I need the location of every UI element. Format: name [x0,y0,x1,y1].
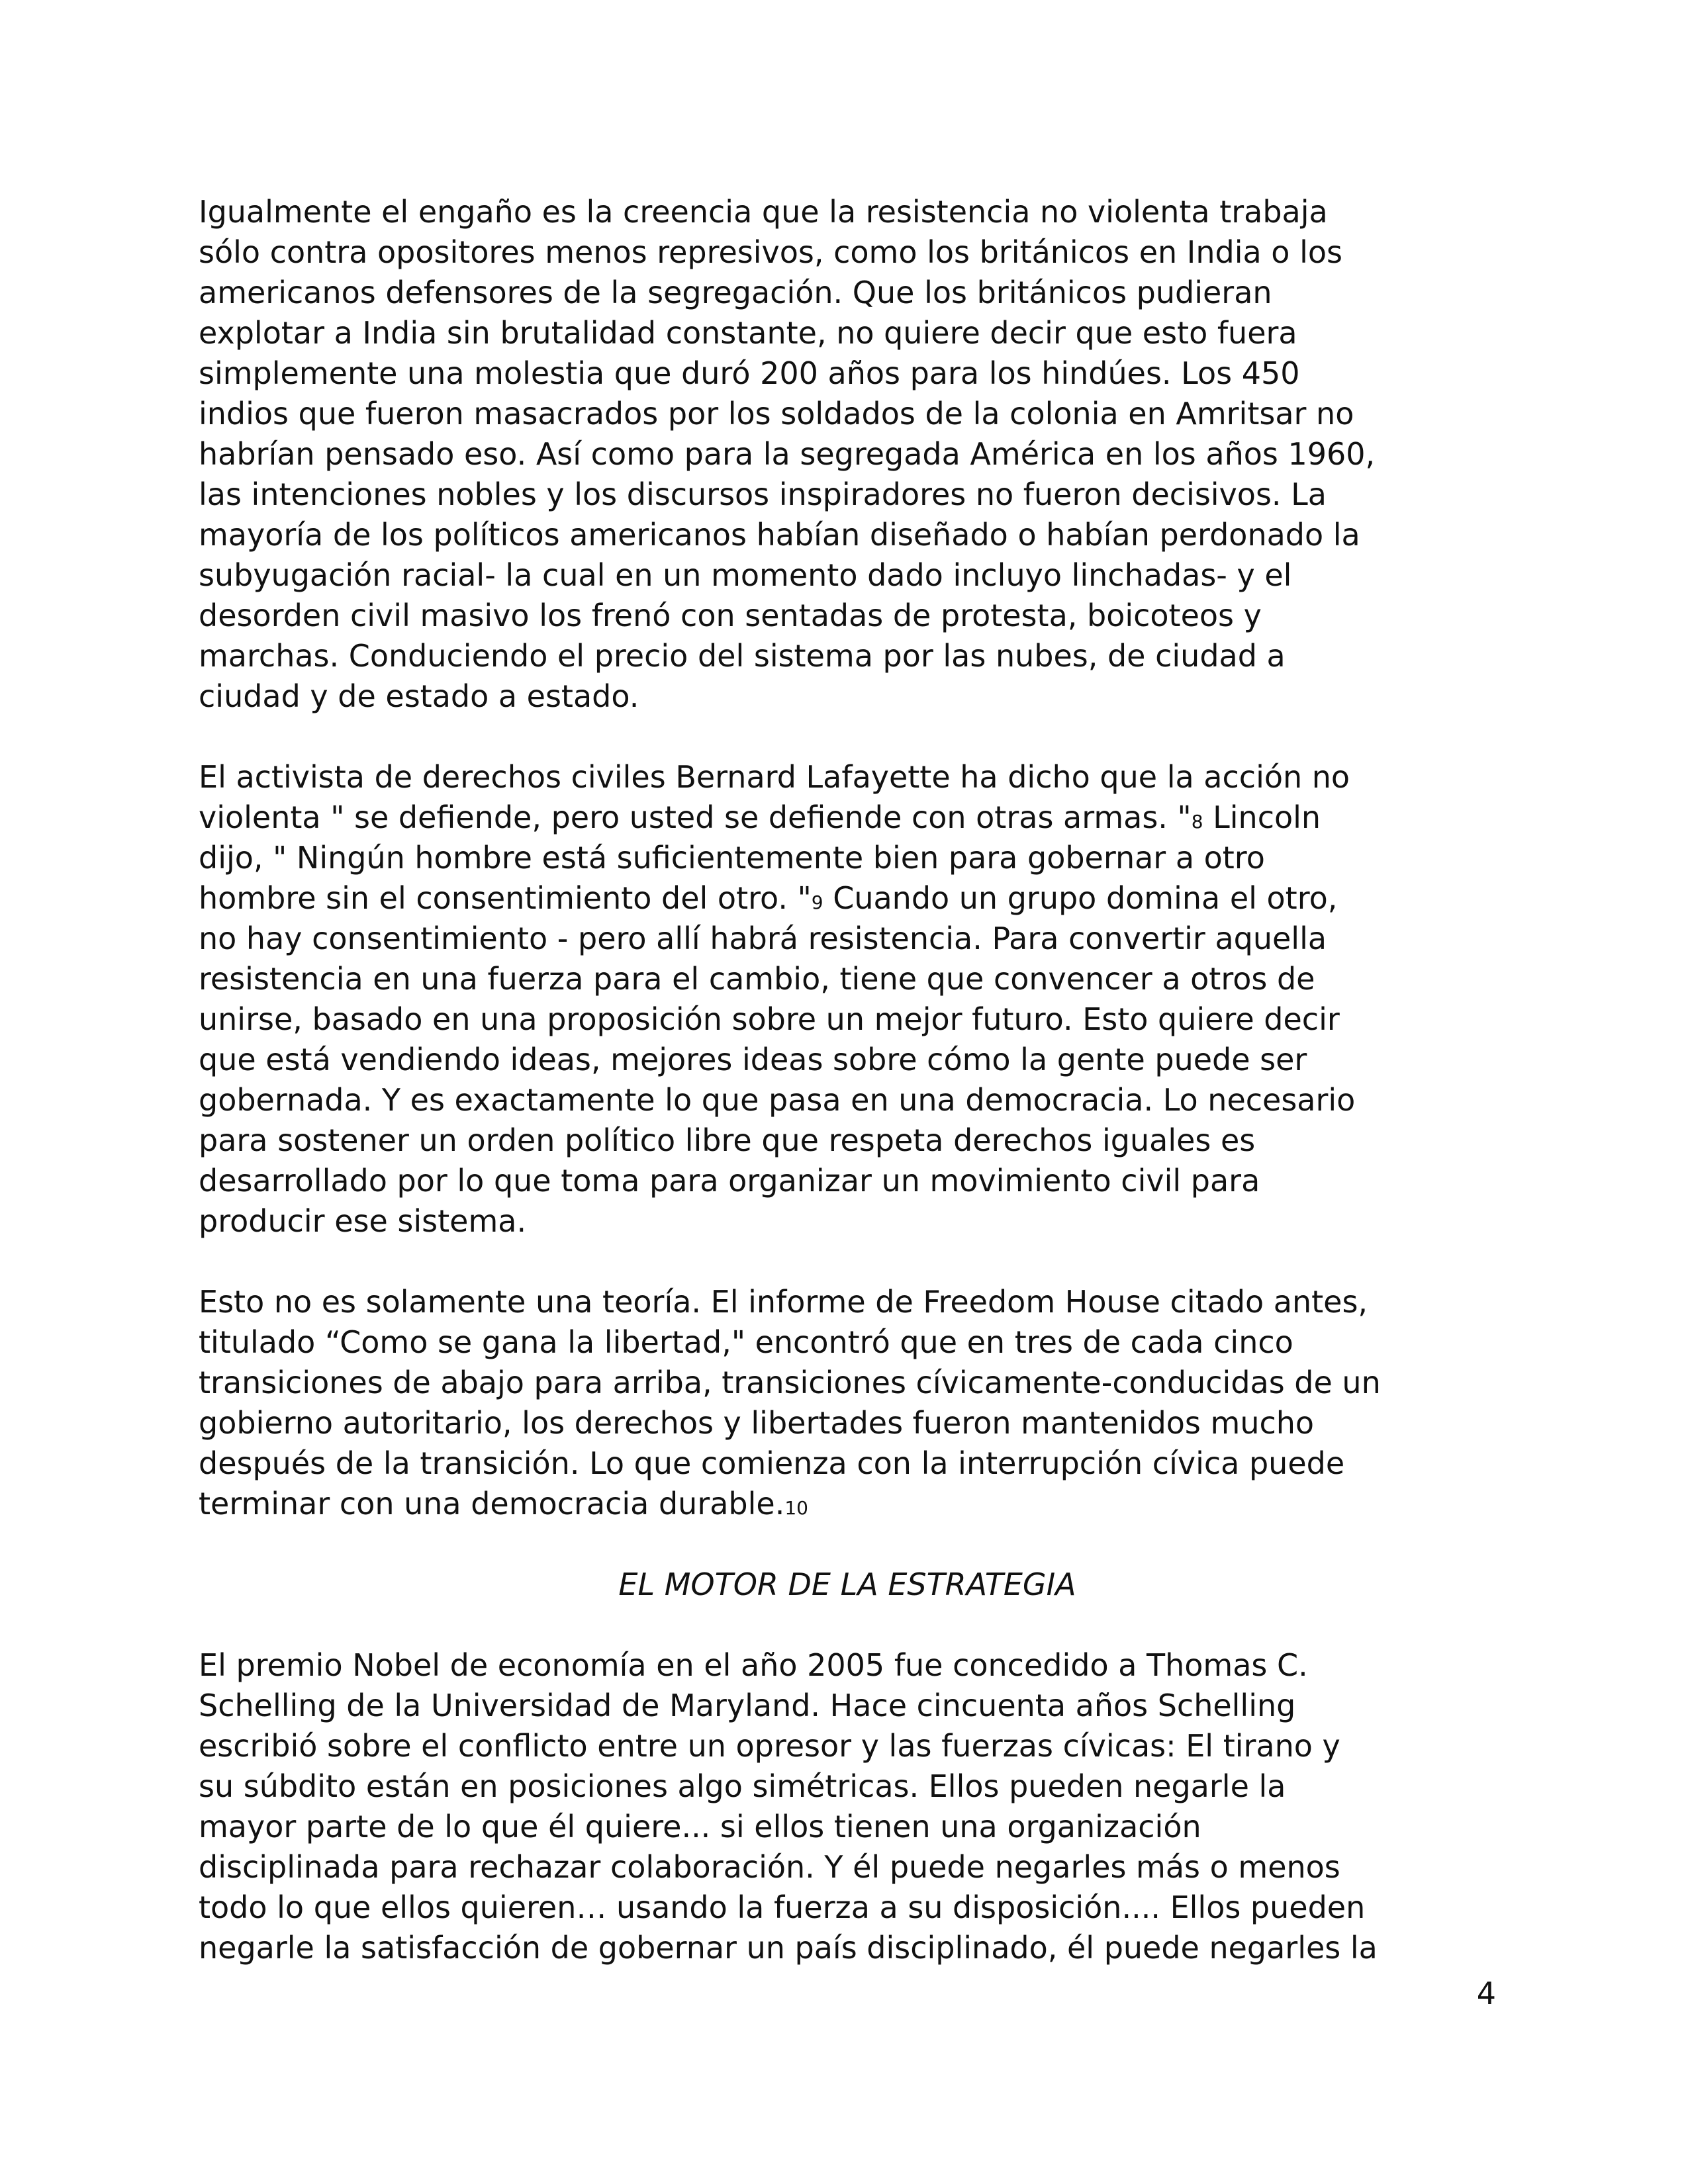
text-segment: violenta " se defiende, pero usted se defiende con otras armas. " [199,799,1192,835]
paragraph-gap [199,1605,1496,1645]
text-line-with-note [199,878,1496,919]
text-line: disciplinada para rechazar colaboración. Y él puede negarles más o menos [199,1849,1340,1885]
section-heading: EL MOTOR DE LA ESTRATEGIA [618,1567,1076,1602]
text-line: Schelling de la Universidad de Maryland. Hace cincuenta años Schelling [199,1688,1296,1723]
text-line: gobernada. Y es exactamente lo que pasa en una democracia. Lo necesario [199,1082,1356,1118]
text-line: Igualmente el engaño es la creencia que la resistencia no violenta trabaja [199,194,1328,230]
text-segment: Lincoln [1203,799,1321,835]
text-line-with-note [199,1484,1496,1524]
text-line: explotar a India sin brutalidad constante, no quiere decir que esto fuera [199,315,1297,351]
page-body [199,192,1496,1968]
footnote-ref-9: 9 [811,891,823,913]
text-line: negarle la satisfacción de gobernar un país disciplinado, él puede negarles la [199,1930,1378,1966]
text-line: no hay consentimiento - pero allí habrá resistencia. Para convertir aquella [199,921,1327,956]
text-line: que está vendiendo ideas, mejores ideas sobre cómo la gente puede ser [199,1042,1307,1077]
paragraph-4 [199,1645,1496,1968]
text-line: después de la transición. Lo que comienza con la interrupción cívica puede [199,1445,1345,1481]
text-line: El premio Nobel de economía en el año 2005 fue concedido a Thomas C. [199,1647,1308,1683]
text-line: resistencia en una fuerza para el cambio, tiene que convencer a otros de [199,961,1315,997]
paragraph-2 [199,757,1496,1242]
text-line: mayoría de los políticos americanos habían diseñado o habían perdonado la [199,517,1360,553]
text-line: su súbdito están en posiciones algo simétricas. Ellos pueden negarle la [199,1768,1286,1804]
text-line: mayor parte de lo que él quiere... si ellos tienen una organización [199,1809,1201,1844]
text-line: todo lo que ellos quieren… usando la fuerza a su disposición.... Ellos pueden [199,1889,1366,1925]
text-line: marchas. Conduciendo el precio del sistema por las nubes, de ciudad a [199,638,1286,674]
text-line: El activista de derechos civiles Bernard Lafayette ha dicho que la acción no [199,759,1350,795]
paragraph-3 [199,1282,1496,1524]
text-line: titulado “Como se gana la libertad," encontró que en tres de cada cinco [199,1324,1293,1360]
text-line: para sostener un orden político libre que respeta derechos iguales es [199,1122,1256,1158]
text-line: habrían pensado eso. Así como para la segregada América en los años 1960, [199,436,1376,472]
paragraph-gap [199,1524,1496,1565]
text-segment: terminar con una democracia durable. [199,1486,785,1522]
text-line: las intenciones nobles y los discursos inspiradores no fueron decisivos. La [199,477,1327,512]
text-line: producir ese sistema. [199,1203,527,1239]
paragraph-gap [199,1242,1496,1282]
text-segment: hombre sin el consentimiento del otro. " [199,880,812,916]
text-line: desarrollado por lo que toma para organizar un movimiento civil para [199,1163,1260,1199]
text-line: simplemente una molestia que duró 200 años para los hindúes. Los 450 [199,355,1300,391]
text-line: indios que fueron masacrados por los soldados de la colonia en Amritsar no [199,396,1354,432]
text-line: escribió sobre el conflicto entre un opresor y las fuerzas cívicas: El tirano y [199,1728,1340,1764]
text-line: sólo contra opositores menos represivos, como los británicos en India o los [199,234,1342,270]
text-line: unirse, basado en una proposición sobre un mejor futuro. Esto quiere decir [199,1001,1340,1037]
paragraph-gap [199,717,1496,757]
text-line: dijo, " Ningún hombre está suficientemente bien para gobernar a otro [199,840,1265,876]
footnote-ref-8: 8 [1191,811,1203,833]
footnote-ref-10: 10 [784,1497,808,1519]
paragraph-1 [199,192,1496,717]
text-line: transiciones de abajo para arriba, transiciones cívicamente-conducidas de un [199,1365,1381,1400]
text-line-with-note [199,797,1496,838]
text-line: ciudad y de estado a estado. [199,678,639,714]
text-line: desorden civil masivo los frenó con sentadas de protesta, boicoteos y [199,598,1262,633]
text-line: gobierno autoritario, los derechos y libertades fueron mantenidos mucho [199,1405,1315,1441]
text-line: subyugación racial- la cual en un momento dado incluyo linchadas- y el [199,557,1292,593]
text-segment: Cuando un grupo domina el otro, [823,880,1338,916]
text-line: americanos defensores de la segregación. Que los británicos pudieran [199,275,1272,310]
page-number: 4 [1476,1976,1496,2011]
text-line: Esto no es solamente una teoría. El informe de Freedom House citado antes, [199,1284,1368,1320]
